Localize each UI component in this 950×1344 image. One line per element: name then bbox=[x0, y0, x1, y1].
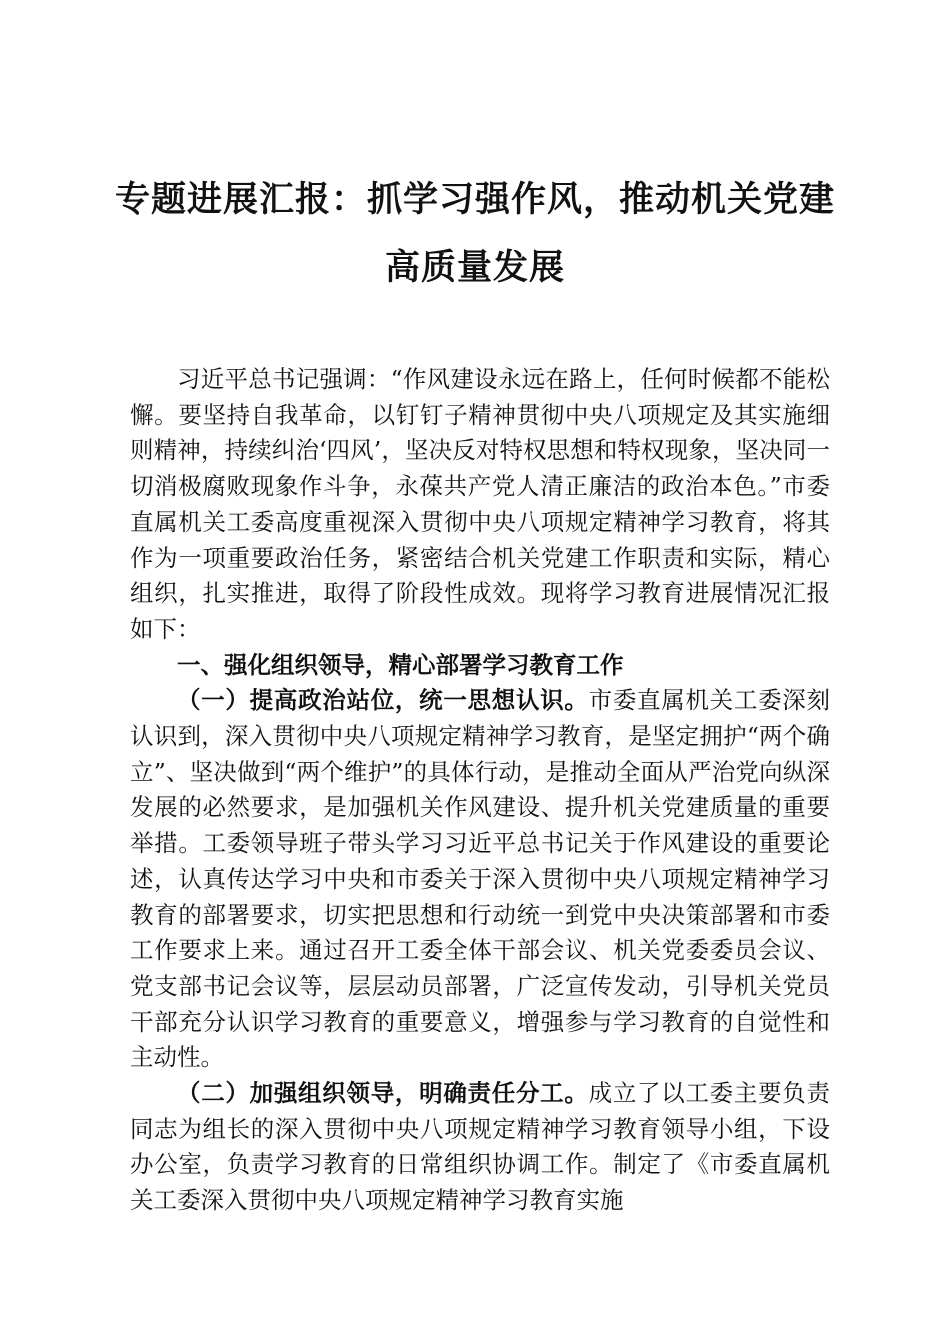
item-2-lead: （二）加强组织领导，明确责任分工。 bbox=[177, 1079, 589, 1108]
document-title-line-1: 专题进展汇报：抓学习强作风，推动机关党建 bbox=[114, 179, 835, 220]
document-body bbox=[130, 362, 830, 1219]
section-heading-1: 一、强化组织领导，精心部署学习教育工作 bbox=[177, 650, 624, 679]
document-title-line-2: 高质量发展 bbox=[384, 247, 565, 288]
intro-paragraph: 习近平总书记强调：“作风建设永远在路上，任何时候都不能松懈。要坚持自我革命，以钉钉子精神贯彻中央八项规定及其实施细则精神，持续纠治‘四风’，坚决反对特权思想和特权现象，坚决同一切消极腐败现象作斗争，永葆共产党人清正廉洁的政治本色。”市委直属机关工委高度重视深入贯彻中央八项规定精神学习教育，将其作为一项重要政治任务，紧密结合机关党建工作职责和实际，精心组织，扎实推进，取得了阶段性成效。现将学习教育进展情况汇报如下： bbox=[130, 365, 830, 643]
item-2-paragraph bbox=[130, 1076, 830, 1219]
item-2-body: 成立了以工委主要负责同志为组长的深入贯彻中央八项规定精神学习教育领导小组，下设办公室，负责学习教育的日常组织协调工作。制定了《市委直属机关工委深入贯彻中央八项规定精神学习教育实施 bbox=[130, 1079, 831, 1215]
item-1-body: 市委直属机关工委深刻认识到，深入贯彻中央八项规定精神学习教育，是坚定拥护“两个确立”、坚决做到“两个维护”的具体行动，是推动全面从严治党向纵深发展的必然要求，是加强机关作风建设、提升机关党建质量的重要举措。工委领导班子带头学习习近平总书记关于作风建设的重要论述，认真传达学习中央和市委关于深入贯彻中央八项规定精神学习教育的部署要求，切实把思想和行动统一到党中央决策部署和市委工作要求上来。通过召开工委全体干部会议、机关党委委员会议、党支部书记会议等，层层动员部署，广泛宣传发动，引导机关党员干部充分认识学习教育的重要意义，增强参与学习教育的自觉性和主动性。 bbox=[130, 686, 831, 1072]
item-1-paragraph bbox=[130, 683, 830, 1076]
item-1-lead: （一）提高政治站位，统一思想认识。 bbox=[177, 686, 589, 715]
